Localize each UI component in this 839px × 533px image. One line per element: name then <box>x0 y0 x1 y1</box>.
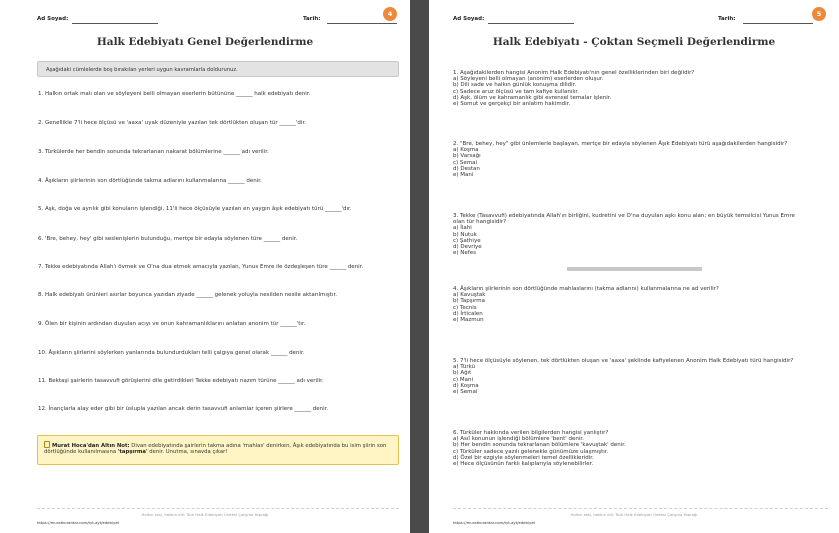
note-text: Divan edebiyatında şairlerin takma adına 'mahlas' denirken, Âşık edebiyatında bu isim şiirin son dörtlüğünde kullanılmasına <box>44 443 387 456</box>
option: b) Nutuk <box>453 231 477 238</box>
name-line <box>72 23 158 24</box>
option: b) Varsağı <box>453 153 481 160</box>
date-line <box>743 23 813 24</box>
footer-divider <box>37 508 399 509</box>
footer-divider <box>453 508 828 509</box>
option: e) Mazmun <box>453 317 484 324</box>
worksheet-page-5 <box>429 0 839 533</box>
footer-url[interactable]: https://muratkurantar.com/tyt-ayt/edebiyat <box>37 520 120 525</box>
lightbulb-icon <box>44 441 50 448</box>
footer-text: Halkın sesi, hakkın dili: Türk Halk Edebiyatı Ünitesi Çalışma Yaprağı <box>141 512 269 517</box>
fill-question: 5. Aşk, doğa ve ayrılık gibi konuların işlendiği, 11'li hece ölçüsüyle yazılan en yaygın âşık edebiyatı türü ______'dır. <box>38 206 352 212</box>
date-label: Tarih: <box>718 16 736 22</box>
mc-question <box>453 358 819 395</box>
note-text-end: denir. Unutma, sınavda çıkar! <box>147 449 228 456</box>
option: c) Sadece aruz ölçüsü ve tam kafiye kullanılır. <box>453 88 579 95</box>
fill-question: 8. Halk edebiyatı ürünleri asırlar boyunca yazıdan ziyade ______ gelenek yoluyla nesilden nesile aktarılmıştır. <box>38 292 337 298</box>
page-header <box>453 12 813 24</box>
name-label: Ad Soyad: <box>37 16 69 22</box>
tip-note-box <box>37 435 399 465</box>
option: c) Semai <box>453 159 478 166</box>
option: e) Mani <box>453 172 474 179</box>
option: d) Koşma <box>453 382 479 389</box>
option: d) Devriye <box>453 244 482 251</box>
fill-question: 11. Bektaşi şairlerin tasavvufi görüşlerini dile getirdikleri Tekke edebiyatı nazım türüne ______ adı verilir. <box>38 378 324 384</box>
fill-question: 6. 'Bre, behey, hey' gibi seslenişlerin bulunduğu, mertçe bir edayla söylenen türe ______ denir. <box>38 236 298 242</box>
mc-question <box>453 430 825 467</box>
question-text: 6. Türküler hakkında verilen bilgilerden hangisi yanlıştır? <box>453 430 609 436</box>
option: e) Somut ve gerçekçi bir anlatım hakimdir. <box>453 101 571 108</box>
mc-question <box>453 286 825 323</box>
date-line <box>327 23 397 24</box>
option: c) Mani <box>453 376 474 383</box>
scroll-indicator <box>567 267 702 271</box>
option: a) Türkü <box>453 364 476 371</box>
question-text: 3. Tekke (Tasavvufi) edebiyatında Allah'ın birliğini, kudretini ve O'na duyulan aşkı konu alan; en büyük temsilcisi Yunus Emre olan tür hangisidir? <box>453 213 795 226</box>
option: b) Her bendin sonunda tekrarlanan bölümlere 'kavuştak' denir. <box>453 442 626 449</box>
option: a) Kavuştak <box>453 292 486 299</box>
mc-question <box>453 213 799 256</box>
option: e) Nefes <box>453 250 476 257</box>
question-text: 1. Aşağıdakilerden hangisi Anonim Halk Edebiyatı'nın genel özelliklerinden biri değildir? <box>453 70 695 76</box>
fill-question: 2. Genellikle 7'li hece ölçüsü ve 'aaxa' uyak düzeniyle yazılan tek dörtlükten oluşan tür ______'dir. <box>38 120 306 126</box>
footer-url[interactable]: https://muratkurantar.com/tyt-ayt/edebiyat <box>453 520 536 525</box>
name-line <box>488 23 574 24</box>
name-label: Ad Soyad: <box>453 16 485 22</box>
note-title: Murat Hoca'dan Altın Not: <box>52 443 130 449</box>
option: b) Dili sade ve halkın günlük konuşma dilidir. <box>453 82 577 89</box>
mc-question <box>453 70 825 107</box>
question-text: 4. Âşıkların şiirlerinin son dörtlüğünde mahlaslarını (takma adlarını) kullanmalarına ne ad verilir? <box>453 286 719 292</box>
option: d) Özel bir ezgiyle söylenmeleri temel özellikleridir. <box>453 454 594 461</box>
fill-question: 3. Türkülerde her bendin sonunda tekrarlanan nakarat bölümlerine ______ adı verilir. <box>38 149 269 155</box>
option: b) Ağıt <box>453 370 472 377</box>
question-text: 5. 7'li hece ölçüsüyle söylenen, tek dörtlükten oluşan ve 'aaxa' şeklinde kafiyelenen Anonim Halk Edebiyatı türü hangisidir? <box>453 358 794 364</box>
option: e) Hece ölçüsünün farklı kalıplarıyla söylenebilirler. <box>453 461 594 468</box>
option: c) Şathiye <box>453 237 481 244</box>
footer-text: Halkın sesi, hakkın dili: Türk Halk Edebiyatı Ünitesi Çalışma Yaprağı <box>570 512 698 517</box>
page-title: Halk Edebiyatı Genel Değerlendirme <box>96 36 314 48</box>
option: e) Semai <box>453 389 478 396</box>
option: a) Koşma <box>453 147 479 154</box>
option: d) Destan <box>453 165 480 172</box>
page-number-badge: 5 <box>812 7 826 21</box>
fill-question: 4. Âşıkların şiirlerinin son dörtlüğünde takma adlarını kullanmalarına ______ denir. <box>38 178 262 184</box>
option: a) Asıl konunun işlendiği bölümlere 'bent' denir. <box>453 436 584 443</box>
fill-question: 10. Âşıkların şiirlerini söylerken yanlarında bulundurdukları telli çalgıya genel olarak ______ denir. <box>38 350 305 356</box>
option: a) İlahi <box>453 225 472 232</box>
fill-question: 12. İnançlarla alay eder gibi bir üslupla yazılan ancak derin tasavvufi anlamlar içeren şiirlere ______ denir. <box>38 406 329 412</box>
option: d) Aşk, ölüm ve kahramanlık gibi evrensel temalar işlenir. <box>453 94 612 101</box>
fill-question: 1. Halkın ortak malı olan ve söyleyeni belli olmayan eserlerin bütününe ______ halk edebiyatı denir. <box>38 91 311 97</box>
option: c) Türküler sadece yazılı gelenekle günümüze ulaşmıştır. <box>453 448 609 455</box>
worksheet-page-4 <box>0 0 410 533</box>
mc-question <box>453 141 819 178</box>
question-text: 2. "Bre, behey, hey" gibi ünlemlerle başlayan, mertçe bir edayla söylenen Âşık Edebiyatı türü aşağıdakilerden hangisidir? <box>453 141 788 147</box>
page-title: Halk Edebiyatı - Çoktan Seçmeli Değerlendirme <box>492 36 776 48</box>
note-bold-word: 'tapşırma' <box>117 449 148 456</box>
instruction-box: Aşağıdaki cümlelerde boş bırakılan yerleri uygun kavramlarla doldurunuz. <box>37 61 399 77</box>
option: c) Tecnis <box>453 304 477 311</box>
option: d) İrticalen <box>453 310 483 317</box>
page-header <box>37 12 384 24</box>
fill-question: 7. Tekke edebiyatında Allah'ı övmek ve O'na dua etmek amacıyla yazılan, Yunus Emre ile özdeşleşen türe ______ denir. <box>38 264 364 270</box>
fill-question: 9. Ölen bir kişinin ardından duyulan acıyı ve onun kahramanlıklarını anlatan anonim tür ______'tır. <box>38 321 306 327</box>
page-number-badge: 4 <box>383 7 397 21</box>
date-label: Tarih: <box>303 16 321 22</box>
option: b) Tapşırma <box>453 298 485 305</box>
option: a) Söyleyeni belli olmayan (anonim) eserlerden oluşur. <box>453 76 604 83</box>
